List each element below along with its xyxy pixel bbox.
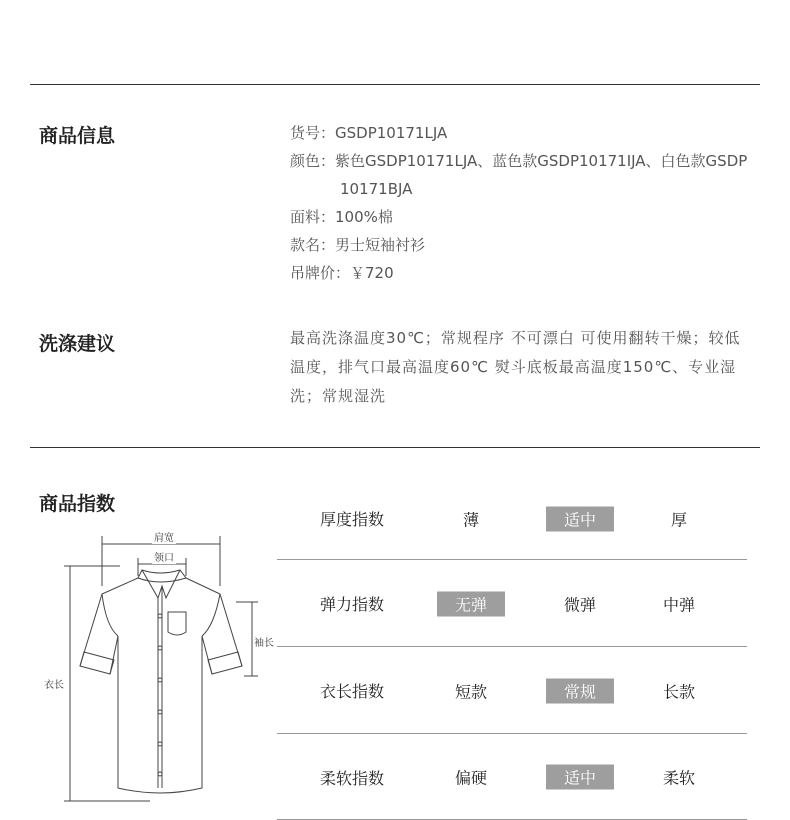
style-name-label: 款名： — [290, 236, 336, 254]
index-label: 柔软指数 — [320, 768, 385, 788]
tag-price-value: ￥720 — [350, 264, 394, 282]
item-number-value: GSDP10171LJA — [335, 124, 448, 142]
divider-middle — [30, 447, 760, 448]
body-length-label: 衣长 — [44, 676, 64, 691]
tag-price-label: 吊牌价： — [290, 264, 351, 282]
index-option: 柔软 — [662, 768, 695, 788]
index-option: 薄 — [462, 510, 479, 529]
washing-text: 最高洗涤温度30℃；常规程序 不可漂白 可使用翻转干燥；较低温度，排气口最高温度60℃ 熨斗底板最高温度150℃、专业湿洗；常规湿洗 — [290, 329, 741, 405]
shoulder-width-label: 肩宽 — [152, 529, 176, 544]
index-option: 微弹 — [563, 595, 596, 614]
style-name-row — [290, 231, 750, 259]
index-option-selected: 无弹 — [437, 591, 505, 616]
index-option: 短款 — [454, 682, 487, 701]
color-value: 紫色GSDP10171LJA、蓝色款GSDP10171IJA、白色款GSDP10171BJA — [335, 152, 748, 198]
index-label: 弹力指数 — [320, 595, 385, 614]
color-label: 颜色： — [290, 152, 336, 170]
shirt-size-diagram — [40, 526, 280, 810]
item-number-row — [290, 119, 750, 147]
index-option-selected: 适中 — [546, 506, 614, 531]
index-label: 衣长指数 — [320, 682, 385, 701]
indices-title: 商品指数 — [39, 493, 116, 515]
index-option: 偏硬 — [454, 768, 487, 788]
shirt-illustration — [40, 526, 280, 810]
index-row-softness — [277, 734, 747, 820]
fabric-label: 面料： — [290, 208, 336, 226]
divider-top — [30, 84, 760, 85]
collar-label: 领口 — [152, 549, 176, 564]
fabric-value: 100%棉 — [335, 208, 393, 226]
index-option: 长款 — [662, 682, 695, 701]
sleeve-length-label: 袖长 — [254, 634, 274, 649]
index-option-selected: 常规 — [546, 678, 614, 703]
tag-price-row — [290, 259, 750, 287]
fabric-row — [290, 203, 750, 231]
item-number-label: 货号： — [290, 124, 336, 142]
index-option: 厚 — [670, 510, 687, 529]
index-row-elasticity — [277, 560, 747, 647]
product-info-title: 商品信息 — [39, 125, 116, 147]
index-row-thickness — [277, 477, 747, 560]
washing-title: 洗涤建议 — [39, 333, 116, 355]
index-label: 厚度指数 — [320, 510, 385, 529]
style-name-value: 男士短袖衬衫 — [335, 236, 426, 254]
product-info-list — [290, 119, 750, 287]
index-row-length — [277, 647, 747, 734]
index-option: 中弹 — [662, 595, 695, 614]
color-row — [290, 147, 750, 203]
index-option-selected: 适中 — [546, 765, 614, 790]
